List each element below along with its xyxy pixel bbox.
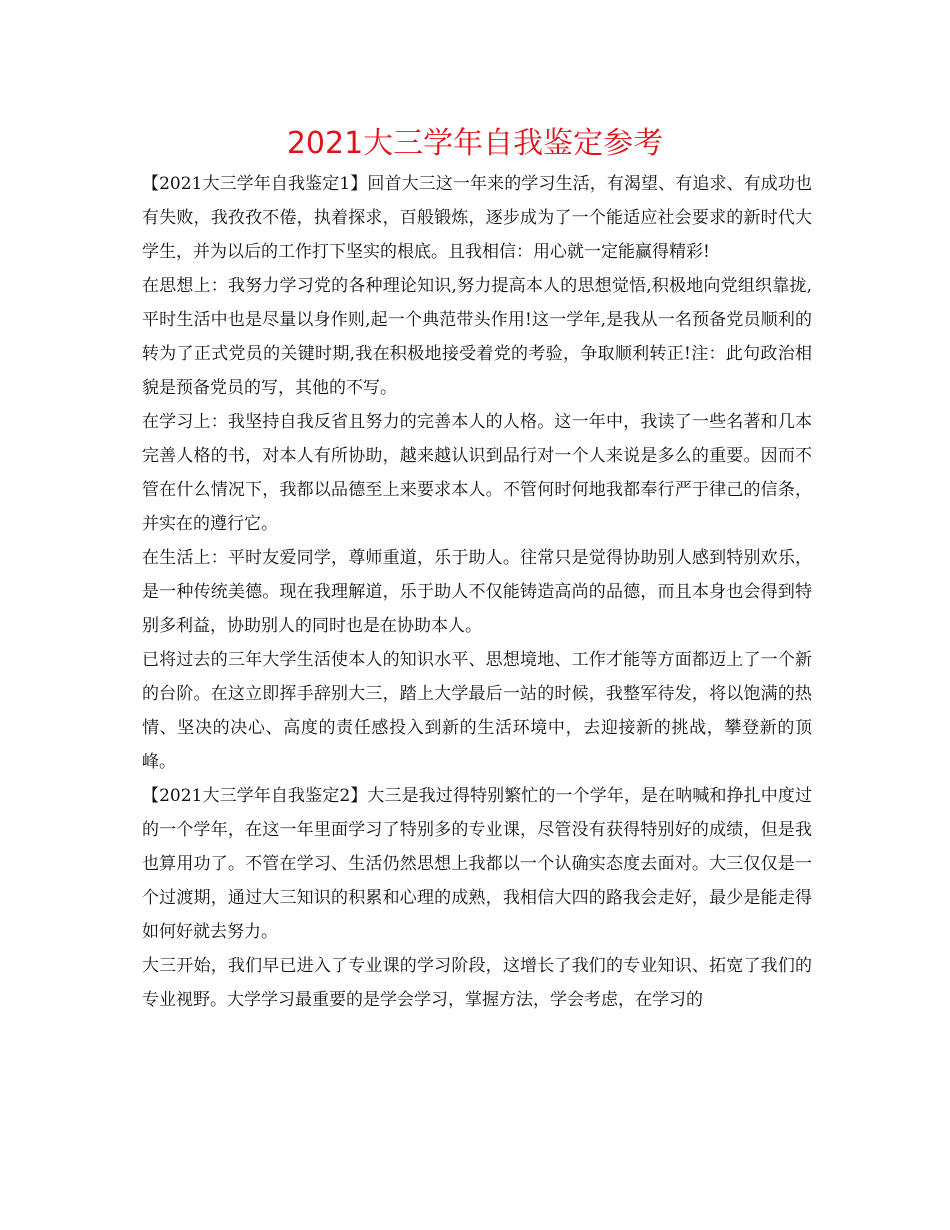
- document-body: [142, 167, 812, 1017]
- paragraph-study: 在学习上：我坚持自我反省且努力的完善本人的人格。这一年中，我读了一些名著和几本完善人格的书，对本人有所协助，越来越认识到品行对一个人来说是多么的重要。因而不管在什么情况下，我都以品德至上来要求本人。不管何时何地我都奉行严于律己的信条，并实在的遵行它。: [142, 412, 812, 534]
- paragraph-appraisal-2-intro: 【2021大三学年自我鉴定2】大三是我过得特别繁忙的一个学年，是在呐喊和挣扎中度过的一个学年，在这一年里面学习了特别多的专业课，尽管没有获得特别好的成绩，但是我也算用功了。不管在学习、生活仍然思想上我都以一个认确实态度去面对。大三仅仅是一个过渡期，通过大三知识的积累和心理的成熟，我相信大四的路我会走好，最少是能走得如何好就去努力。: [142, 786, 812, 942]
- paragraph-summary: 已将过去的三年大学生活使本人的知识水平、思想境地、工作才能等方面都迈上了一个新的台阶。在这立即挥手辞别大三，踏上大学最后一站的时候，我整军待发，将以饱满的热情、坚决的决心、高度的责任感投入到新的生活环境中，去迎接新的挑战，攀登新的顶峰。: [142, 650, 812, 772]
- document-title: 2021大三学年自我鉴定参考: [286, 126, 664, 161]
- paragraph-life: 在生活上：平时友爱同学，尊师重道，乐于助人。往常只是觉得协助别人感到特别欢乐，是一种传统美德。现在我理解道，乐于助人不仅能铸造高尚的品德，而且本身也会得到特别多利益，协助别人的同时也是在协助本人。: [142, 548, 812, 636]
- paragraph-professional-study: 大三开始，我们早已进入了专业课的学习阶段，这增长了我们的专业知识、拓宽了我们的专业视野。大学学习最重要的是学会学习，掌握方法，学会考虑，在学习的: [142, 956, 812, 1010]
- paragraph-thought: 在思想上：我努力学习党的各种理论知识,努力提高本人的思想觉悟,积极地向党组织靠拢,平时生活中也是尽量以身作则,起一个典范带头作用!这一学年,是我从一名预备党员顺利的转为了正式党员的关键时期,我在积极地接受着党的考验，争取顺利转正!注：此句政治相貌是预备党员的写，其他的不写。: [142, 276, 812, 398]
- paragraph-appraisal-1-intro: 【2021大三学年自我鉴定1】回首大三这一年来的学习生活，有渴望、有追求、有成功也有失败，我孜孜不倦，执着探求，百般锻炼，逐步成为了一个能适应社会要求的新时代大学生，并为以后的工作打下坚实的根底。且我相信：用心就一定能赢得精彩!: [142, 174, 812, 262]
